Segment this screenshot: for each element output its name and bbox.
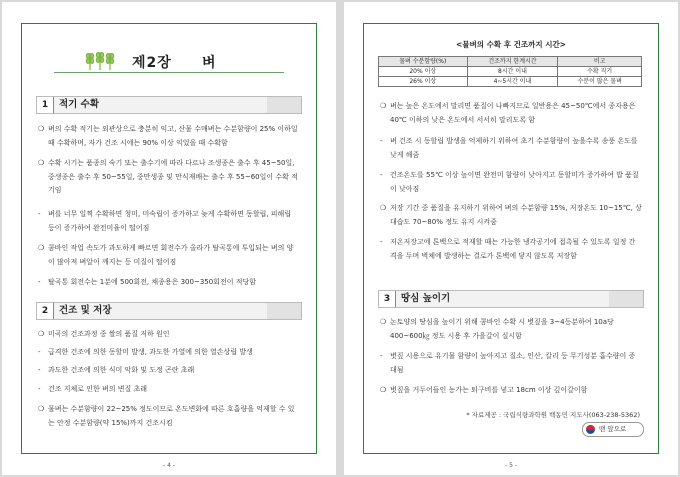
item-text: 탈곡통 회전수는 1분에 500회전, 채종용은 300~350회전이 적당함 bbox=[48, 278, 256, 286]
item-text: 건조 지체로 인한 벼의 변질 초래 bbox=[48, 385, 148, 393]
table-cell: 4~5시간 이내 bbox=[467, 77, 558, 87]
item-text: 콤바인 작업 속도가 과도하게 빠르면 회전수가 올라가 탈곡통에 투입되는 벼의 양이 많아져 벼알이 깨지는 등 미질이 떨어짐 bbox=[48, 244, 294, 266]
wheat-icon bbox=[82, 50, 118, 70]
list-item bbox=[38, 242, 300, 269]
table-cell: 8시간 이내 bbox=[467, 67, 558, 77]
item-text: 과도한 건조에 의한 식미 악화 및 도정 곤란 초래 bbox=[48, 366, 195, 374]
list-item bbox=[38, 157, 300, 198]
chapter-subject: 벼 bbox=[202, 55, 216, 71]
item-text: 급격한 건조에 의한 동할미 발생, 과도한 가열에 의한 열손상립 발생 bbox=[48, 348, 253, 356]
bullet: - bbox=[38, 348, 41, 356]
page-number: - 4 - bbox=[163, 462, 175, 469]
page-number: - 5 - bbox=[505, 462, 517, 469]
left-page bbox=[2, 2, 336, 475]
bullet: - bbox=[380, 238, 383, 246]
go-to-front-button[interactable] bbox=[582, 422, 644, 437]
chapter-title: 제2장 bbox=[132, 55, 172, 71]
bullet: ❍ bbox=[38, 159, 45, 167]
bullet: - bbox=[380, 171, 383, 179]
list-item bbox=[380, 100, 642, 127]
item-text: 벼 건조 시 동할립 발생을 억제하기 위하여 초기 수분함량이 높을수록 송풍 온도를 낮게 해줌 bbox=[390, 137, 638, 159]
list-item bbox=[380, 135, 642, 162]
section-header-1 bbox=[36, 96, 302, 114]
bullet: ❍ bbox=[380, 318, 387, 326]
item-text: 벼는 높은 온도에서 말리면 품질이 나빠지므로 일반용은 45~50℃에서 종자용은 40℃ 이하의 낮은 온도에서 서서히 말리도록 함 bbox=[390, 102, 636, 124]
bullet: - bbox=[380, 352, 383, 360]
drying-time-table bbox=[378, 56, 642, 87]
bullet: - bbox=[38, 385, 41, 393]
bullet: - bbox=[380, 137, 383, 145]
list-item bbox=[38, 364, 300, 378]
list-item bbox=[380, 236, 642, 263]
list-item bbox=[38, 403, 300, 430]
bullet: ❍ bbox=[380, 204, 387, 212]
list-item bbox=[380, 384, 642, 398]
item-text: 벼의 수확 적기는 외관상으로 충분히 익고, 산물 수매벼는 수분함량이 25% 이하일 때 수확하며, 자가 건조 시에는 90% 이상 익었을 때 수확함 bbox=[48, 125, 298, 147]
table-row bbox=[379, 77, 642, 87]
item-text: 수확 시기는 품종의 숙기 또는 출수기에 따라 다르나 조생종은 출수 후 45~50일, 중생종은 출수 후 50~55일, 중만생종 및 만식재배는 출수 후 55~60일이 수확 적기임 bbox=[48, 159, 298, 194]
section-header-bar bbox=[267, 303, 301, 319]
item-text: 볏짚을 거두어들인 농가는 퇴구비를 넣고 18cm 이상 깊이갈이함 bbox=[390, 386, 588, 394]
item-text: 볏짚 시용으로 유기물 함량이 높아지고 질소, 인산, 칼리 등 무기성분 흡수량이 증대됨 bbox=[390, 352, 636, 374]
table-row bbox=[379, 67, 642, 77]
table-header-cell: 비고 bbox=[558, 57, 642, 67]
go-to-front-label: 맨 앞으로 bbox=[599, 425, 627, 433]
section-heading: 땅심 높이기 bbox=[401, 293, 451, 304]
list-item bbox=[380, 202, 642, 229]
table-cell: 수분이 많은 물벼 bbox=[558, 77, 642, 87]
item-text: 건조온도를 55℃ 이상 높이면 완전미 함량이 낮아지고 동할미가 증가하여 밥 품질이 낮아짐 bbox=[390, 171, 639, 193]
section-number: 3 bbox=[379, 291, 396, 307]
list-item bbox=[38, 346, 300, 360]
section-number: 1 bbox=[37, 97, 54, 113]
item-text: 미곡의 건조과정 중 쌀의 품질 저하 원인 bbox=[48, 330, 170, 338]
table-header-cell: 건조까지 한계시간 bbox=[467, 57, 558, 67]
section-header-bar bbox=[609, 291, 643, 307]
item-text: 논토양의 땅심을 높이기 위해 콤바인 수확 시 볏짚을 3~4등분하여 10a당 400~600㎏ 정도 시용 후 가을갈이 실시함 bbox=[390, 318, 614, 340]
table-header-row bbox=[379, 57, 642, 67]
section-heading: 건조 및 저장 bbox=[59, 305, 112, 316]
list-item bbox=[380, 316, 642, 343]
item-text: 벼를 너무 일찍 수확하면 청미, 미숙립이 증가하고 늦게 수확하면 동할립, 피해립 등이 증가하여 완전미율이 떨어짐 bbox=[48, 210, 292, 232]
item-text: 물벼는 수분함량이 22~25% 정도이므로 온도변화에 따른 호흡량을 억제할 수 있는 안정 수분함량(약 15%)까지 건조시킴 bbox=[48, 405, 295, 427]
bullet: - bbox=[38, 210, 41, 218]
item-text: 저장 기간 중 품질을 유지하기 위하여 벼의 수분함량 15%, 저장온도 10~15℃, 상대습도 70~80% 정도 유지 시켜줌 bbox=[390, 204, 642, 226]
table-cell: 수확 직기 bbox=[558, 67, 642, 77]
section-header-3 bbox=[378, 290, 644, 308]
table-header-cell: 물벼 수분함량(%) bbox=[379, 57, 468, 67]
source-credit: * 자료제공 : 국립식량과학원 백동민 지도사(063-238-5362) bbox=[466, 411, 640, 419]
bullet: - bbox=[38, 278, 41, 286]
list-item bbox=[380, 169, 642, 196]
list-item bbox=[38, 123, 300, 150]
list-item bbox=[38, 328, 300, 342]
bullet: ❍ bbox=[38, 330, 45, 338]
right-page bbox=[344, 2, 678, 475]
bullet: - bbox=[38, 366, 41, 374]
bullet: ❍ bbox=[38, 125, 45, 133]
chapter-heading bbox=[54, 48, 284, 74]
section-header-bar bbox=[267, 97, 301, 113]
list-item bbox=[38, 208, 300, 235]
item-text: 저온저장고에 톤백으로 적재할 때는 가능한 냉각공기에 접촉될 수 있도록 일정 간격을 두며 벽체에 발생하는 결로가 톤백에 닿지 않도록 저장함 bbox=[390, 238, 636, 260]
bullet: ❍ bbox=[380, 102, 387, 110]
table-cell: 20% 이상 bbox=[379, 67, 468, 77]
chapter-rule bbox=[54, 72, 284, 73]
list-item bbox=[380, 350, 642, 377]
list-item bbox=[38, 276, 300, 290]
bullet: ❍ bbox=[38, 405, 45, 413]
government-logo-icon bbox=[586, 425, 595, 434]
bullet: ❍ bbox=[380, 386, 387, 394]
section-heading: 적기 수확 bbox=[59, 99, 100, 110]
section-header-2 bbox=[36, 302, 302, 320]
table-cell: 26% 이상 bbox=[379, 77, 468, 87]
bullet: ❍ bbox=[38, 244, 45, 252]
section-number: 2 bbox=[37, 303, 54, 319]
list-item bbox=[38, 383, 300, 397]
table-title: <물벼의 수확 후 건조까지 시간> bbox=[456, 40, 566, 49]
